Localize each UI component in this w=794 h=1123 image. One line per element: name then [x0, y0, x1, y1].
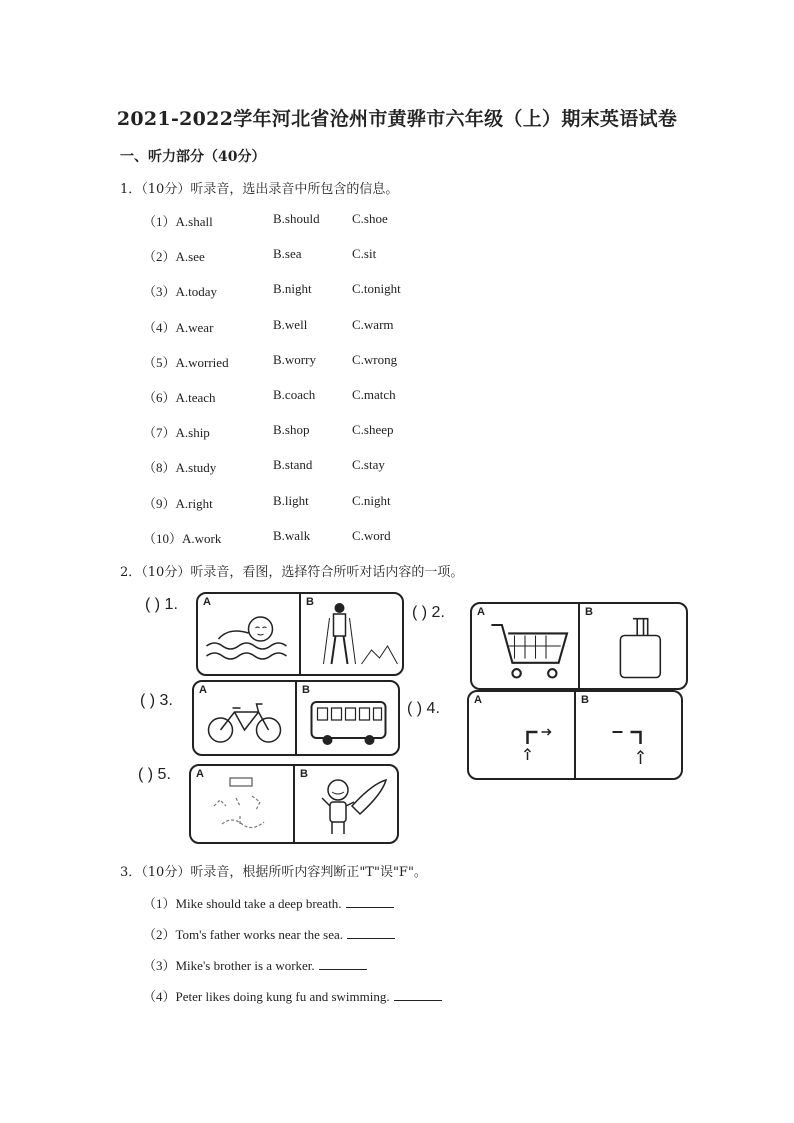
option-c[interactable]: C.warm: [352, 316, 394, 332]
option-b-hiking[interactable]: [299, 594, 402, 674]
option-a-bicycle[interactable]: [194, 682, 295, 754]
option-b-astronaut[interactable]: [293, 766, 397, 842]
tf-item-text: （1）Mike should take a deep breath.: [143, 896, 342, 911]
tf-item-text: （4）Peter likes doing kung fu and swimming.: [143, 989, 390, 1004]
option-a[interactable]: （4）A.wear: [143, 319, 214, 335]
option-c[interactable]: C.sit: [352, 246, 377, 262]
option-a[interactable]: （10）A.work: [143, 530, 222, 546]
tf-item-text: （3）Mike's brother is a worker.: [143, 958, 315, 973]
picture-card-2: [470, 602, 688, 690]
option-b[interactable]: B.light: [273, 492, 309, 508]
option-a-turn-right[interactable]: [469, 692, 574, 778]
question-2-item-1-number: ( ) 1.: [145, 596, 178, 613]
suitcase-icon: [580, 604, 686, 688]
question-2-item-5-number: ( ) 5.: [138, 766, 171, 783]
option-c[interactable]: C.stay: [352, 457, 385, 473]
option-a[interactable]: （3）A.today: [143, 284, 218, 300]
picture-card-4: [467, 690, 683, 780]
option-a[interactable]: （6）A.teach: [143, 390, 216, 405]
turn-right-arrow-icon: [469, 692, 574, 778]
option-b[interactable]: B.coach: [273, 387, 316, 402]
question-2-item-4-number: ( ) 4.: [407, 700, 440, 717]
option-b[interactable]: B.shop: [273, 422, 310, 438]
option-c[interactable]: C.night: [352, 492, 391, 508]
option-b[interactable]: B.night: [273, 281, 312, 297]
tf-item-4: [143, 986, 442, 1005]
option-label: B: [300, 768, 308, 780]
option-b[interactable]: B.walk: [273, 527, 311, 543]
hiker-icon: [301, 594, 402, 674]
option-label: B: [585, 606, 593, 618]
option-a[interactable]: （8）A.study: [143, 460, 217, 476]
option-a[interactable]: （5）A.worried: [143, 354, 229, 370]
astronaut-rocket-icon: [295, 766, 397, 842]
page-title: 2021-2022学年河北省沧州市黄骅市六年级（上）期末英语试卷: [116, 108, 678, 130]
option-a-shopping-cart[interactable]: [472, 604, 578, 688]
option-c[interactable]: C.shoe: [352, 211, 388, 226]
tf-item-text: （2）Tom's father works near the sea.: [143, 927, 343, 942]
option-a-swimming[interactable]: [198, 594, 299, 674]
turn-left-arrow-icon: [576, 692, 681, 778]
question-2-item-2-number: ( ) 2.: [412, 604, 445, 621]
option-label: B: [306, 596, 314, 608]
bicycle-icon: [194, 682, 295, 754]
option-label: A: [196, 768, 204, 780]
shopping-cart-icon: [472, 604, 578, 688]
option-a[interactable]: （7）A.ship: [143, 425, 210, 441]
option-label: B: [581, 694, 589, 706]
answer-blank[interactable]: [347, 928, 395, 939]
option-b-turn-left[interactable]: [574, 692, 681, 778]
option-b[interactable]: B.should: [273, 211, 320, 226]
question-1-stem: 1．（10分）听录音，选出录音中所包含的信息。: [120, 182, 399, 197]
option-c[interactable]: C.tonight: [352, 281, 401, 297]
answer-blank[interactable]: [394, 990, 442, 1001]
question-3-stem: 3．（10分）听录音，根据所听内容判断正"T"误"F"。: [120, 865, 427, 880]
option-b[interactable]: B.sea: [273, 246, 302, 262]
option-a[interactable]: （1）A.shall: [143, 214, 213, 229]
option-c[interactable]: C.sheep: [352, 422, 394, 438]
option-b[interactable]: B.well: [273, 316, 308, 332]
option-label: A: [203, 596, 211, 608]
option-a[interactable]: （2）A.see: [143, 249, 205, 265]
option-b[interactable]: B.stand: [273, 457, 313, 473]
tf-item-2: [143, 924, 395, 943]
picture-card-3: [192, 680, 400, 756]
option-b-bus[interactable]: [295, 682, 398, 754]
option-label: A: [474, 694, 482, 706]
option-c[interactable]: C.word: [352, 527, 391, 543]
option-label: A: [477, 606, 485, 618]
answer-blank[interactable]: [319, 959, 367, 970]
option-b-suitcase[interactable]: [578, 604, 686, 688]
faded-drawing-icon: [191, 766, 293, 842]
option-c[interactable]: C.wrong: [352, 351, 398, 367]
question-2-stem: 2．（10分）听录音，看图，选择符合所听对话内容的一项。: [120, 565, 464, 580]
question-2-item-3-number: ( ) 3.: [140, 692, 173, 709]
option-label: B: [302, 684, 310, 696]
option-a[interactable]: （9）A.right: [143, 495, 213, 511]
swimming-icon: [198, 594, 299, 674]
picture-card-1: [196, 592, 404, 676]
picture-card-5: [189, 764, 399, 844]
bus-icon: [297, 682, 398, 754]
tf-item-3: [143, 955, 367, 974]
section-heading-listening: 一、听力部分（40分）: [120, 149, 266, 165]
option-label: A: [199, 684, 207, 696]
option-a-drawing[interactable]: [191, 766, 293, 842]
answer-blank[interactable]: [346, 897, 394, 908]
tf-item-1: [143, 893, 394, 912]
option-c[interactable]: C.match: [352, 387, 396, 402]
option-b[interactable]: B.worry: [273, 351, 316, 367]
